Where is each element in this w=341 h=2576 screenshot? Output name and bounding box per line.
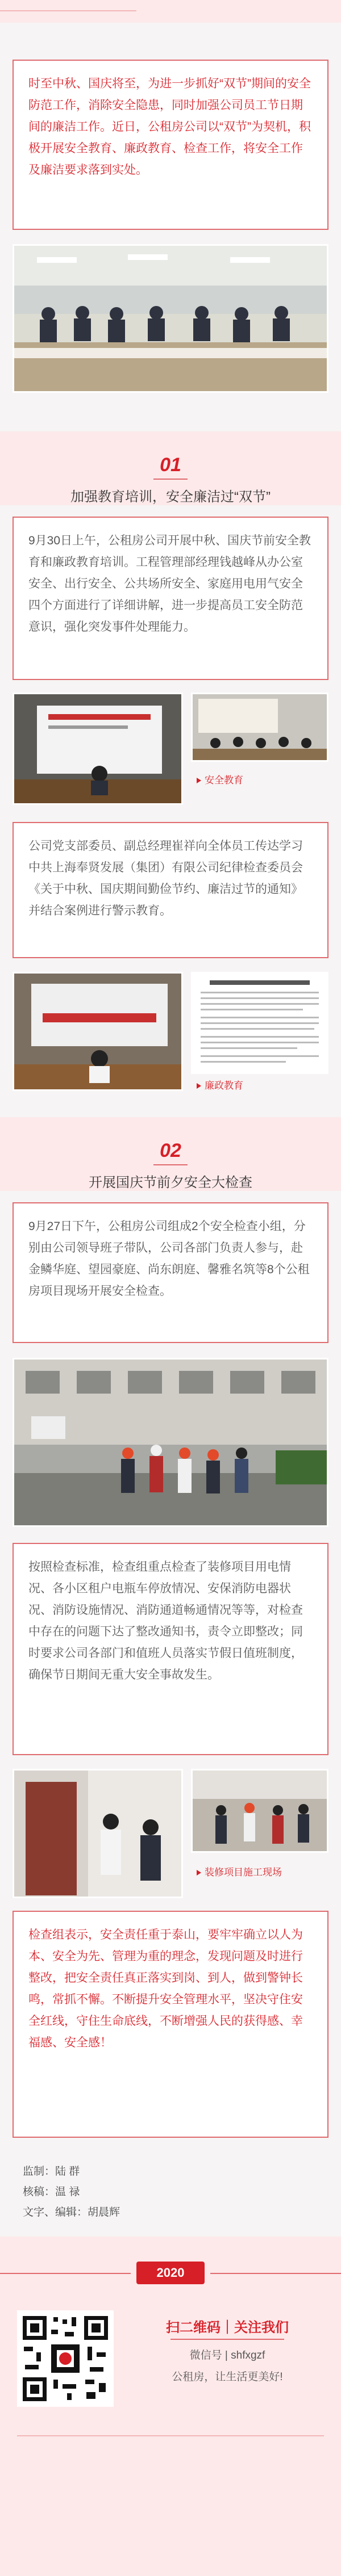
footer-scan-underline xyxy=(170,2339,284,2340)
inspection-team-image xyxy=(14,1360,328,1527)
intro-meeting-photo xyxy=(13,244,328,393)
intro-box xyxy=(13,60,328,230)
credit-reviewer: 核稿：温 禄 xyxy=(23,2186,80,2198)
section1-text1-box xyxy=(13,517,328,680)
caption-triangle-icon xyxy=(197,1083,201,1089)
lecture-image xyxy=(14,974,183,1091)
safety-education-caption-text: 安全教育 xyxy=(205,775,243,786)
footer-slogan: 公租房，让生活更美好! xyxy=(172,2371,283,2383)
footer-bottom-line xyxy=(17,2435,324,2436)
qr-code-icon xyxy=(19,2313,111,2405)
section2-text2: 按照检查标准，检查组重点检查了装修项目用电情况、各小区租户电瓶车停放情况、安保消防电器状况、消防设施情况、消防通道畅通情况等等，对检查中存在的问题下达了整改通知书，责令立即整改；同时要求公司各部门和值班人员落实节假日值班制度，确保节日期间无重大安全事故发生。 xyxy=(28,1560,303,1681)
inspection-site-photo xyxy=(13,1358,328,1527)
qr-code[interactable] xyxy=(17,2310,114,2407)
meeting-room-image xyxy=(14,246,328,393)
safety-education-photo-1 xyxy=(13,693,183,805)
top-deco-line xyxy=(0,10,136,11)
section2-title: 开展国庆节前夕安全大检查 xyxy=(89,1175,252,1190)
credit-editor: 文字、编辑：胡晨辉 xyxy=(23,2206,120,2218)
footer-deco-line-left xyxy=(0,2273,131,2274)
notice-document-image xyxy=(193,974,327,1072)
credit-supervisor: 监制：陆 群 xyxy=(23,2166,80,2178)
section2-text1: 9月27日下午，公租房公司组成2个安全检查小组，分别由公司领导班子带队，公司各部门负责人参与，赴金鳞华庭、望园豪庭、尚东朗庭、馨雅名筑等8个公租房项目现场开展安全检查。 xyxy=(28,1220,310,1298)
section1-text1: 9月30日上午，公租房公司开展中秋、国庆节前安全教育和廉政教育培训。工程管理部经理钱越峰从办公室安全、出行安全、公共场所安全、家庭用电用气安全四个方面进行了详细讲解，进一步提高员工安全防范意识，强化突发事件处理能力。 xyxy=(28,534,311,633)
audience-image xyxy=(193,694,328,762)
renovation-corridor-image xyxy=(14,1771,183,1898)
section2-text3-box xyxy=(13,1911,328,2138)
caption-triangle-icon xyxy=(197,778,201,783)
training-projection-image xyxy=(14,694,183,805)
section2-text3: 检查组表示，安全责任重于泰山，要牢牢确立以人为本、安全为先、管理为重的理念，发现问题及时进行整改，把安全责任真正落实到岗、到人，做到警钟长鸣，常抓不懈。不断提升安全管理水平，坚决守住安全红线，守住生命底线，不断增强人民的获得感、幸福感、安全感！ xyxy=(28,1928,303,2049)
integrity-notice-document xyxy=(191,972,328,1074)
section2-text1-box xyxy=(13,1202,328,1343)
section1-text2-box xyxy=(13,822,328,958)
renovation-caption xyxy=(197,1864,282,1878)
footer-year-ribbon: 2020 xyxy=(136,2262,205,2284)
safety-education-caption xyxy=(197,772,243,786)
section2-number: 02 xyxy=(160,1140,181,1161)
top-band xyxy=(0,0,341,23)
safety-education-photo-2 xyxy=(191,693,328,762)
section1-title: 加强教育培训，安全廉洁过“双节” xyxy=(70,489,271,505)
caption-triangle-icon xyxy=(197,1870,201,1876)
renovation-room-image xyxy=(193,1771,328,1853)
footer-scan-text: 扫二维码｜关注我们 xyxy=(166,2320,289,2335)
renovation-caption-text: 装修项目施工现场 xyxy=(205,1867,282,1878)
section2-text2-box xyxy=(13,1543,328,1755)
footer-wechat-id: 微信号 | shfxgzf xyxy=(189,2350,265,2361)
footer-deco-line-right xyxy=(210,2273,341,2274)
intro-text: 时至中秋、国庆将至，为进一步抓好“双节”期间的安全防范工作，消除安全隐患，同时加强公司员工节日期间的廉洁工作。近日，公租房公司以“双节”为契机，积极开展安全教育、廉政教育、检查工作，将安全工作及廉洁要求落到实处。 xyxy=(28,77,311,177)
renovation-photo-2 xyxy=(191,1769,328,1853)
renovation-photo-1 xyxy=(13,1769,183,1898)
section1-number: 01 xyxy=(160,454,181,476)
integrity-education-caption xyxy=(197,1077,243,1092)
section2-number-underline xyxy=(153,1164,188,1165)
integrity-education-caption-text: 廉政教育 xyxy=(205,1080,243,1091)
section1-number-underline xyxy=(153,479,188,480)
integrity-education-photo-1 xyxy=(13,972,183,1091)
section1-text2: 公司党支部委员、副总经理崔祥向全体员工传达学习中共上海奉贤发展（集团）有限公司纪律检查委员会《关于中秋、国庆期间勤俭节约、廉洁过节的通知》并结合案例进行警示教育。 xyxy=(28,840,303,917)
